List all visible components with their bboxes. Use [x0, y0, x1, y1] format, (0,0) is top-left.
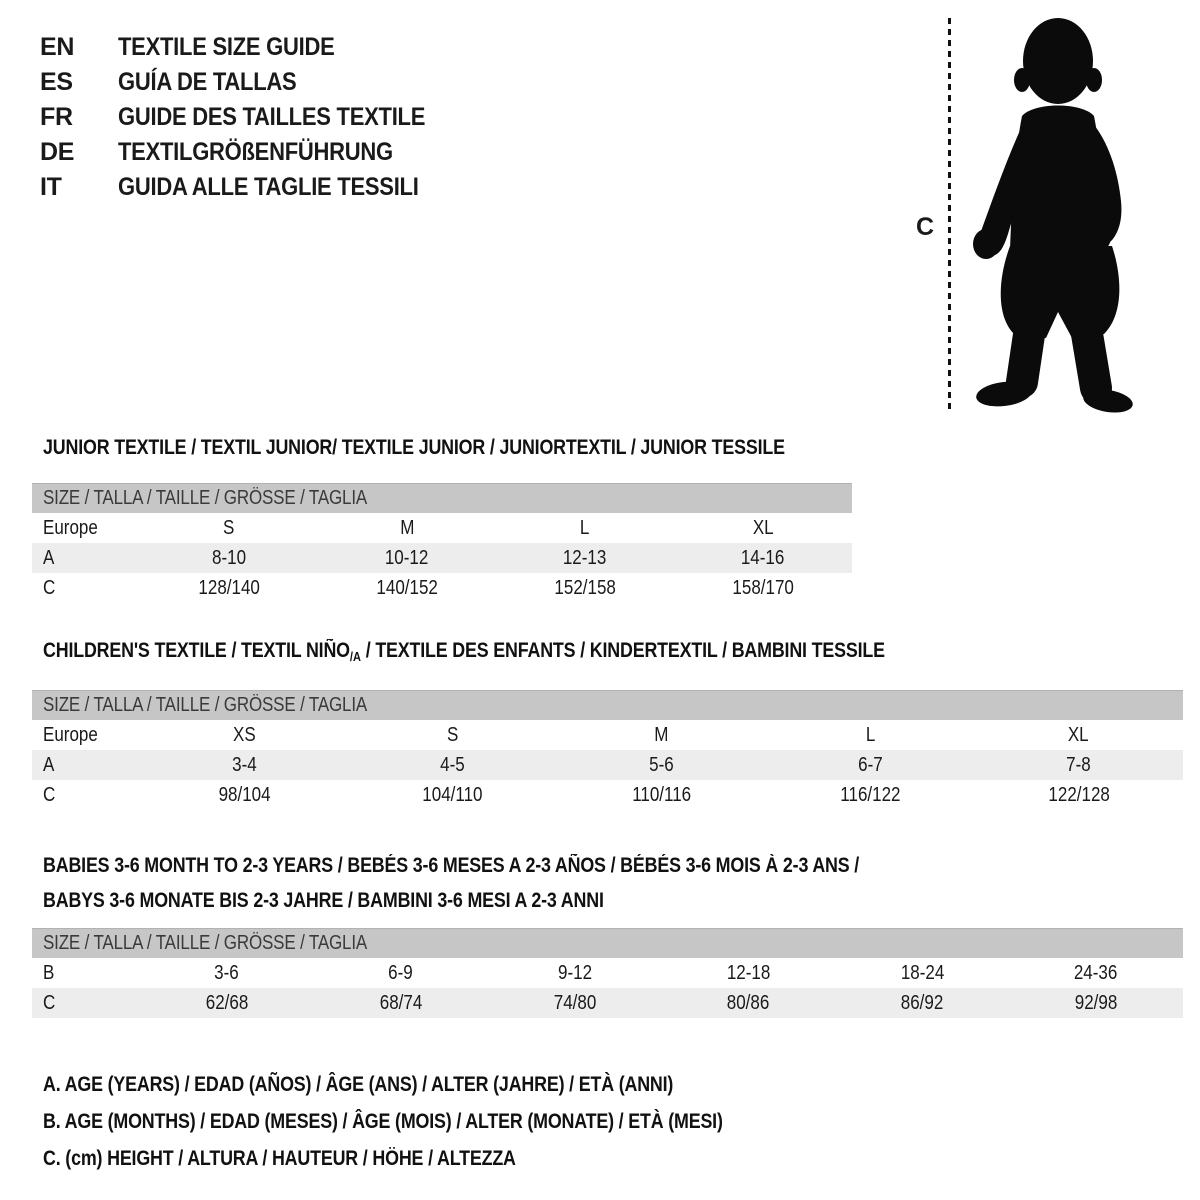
children-section-title: CHILDREN'S TEXTILE / TEXTIL NIÑO/A / TEXTILE DES ENFANTS / KINDERTEXTIL / BAMBINI TESSILE: [43, 639, 885, 664]
table-row: [32, 543, 852, 573]
table-row: [32, 780, 1183, 810]
language-code: DE: [40, 138, 75, 166]
language-row: [40, 30, 467, 65]
row-label: Europe: [43, 516, 98, 539]
table-cell: 122/128: [1047, 783, 1110, 806]
row-label: Europe: [43, 723, 98, 746]
table-cell: 104/110: [422, 783, 483, 806]
table-cell: 18-24: [900, 961, 944, 984]
legend-line-b: B. AGE (MONTHS) / EDAD (MESES) / ÂGE (MOIS) / ALTER (MONATE) / ETÀ (MESI): [43, 1109, 723, 1133]
row-label: C: [43, 783, 56, 806]
row-label: B: [43, 961, 55, 984]
legend: [43, 1066, 843, 1177]
language-code: FR: [40, 103, 73, 131]
babies-section-title: BABIES 3-6 MONTH TO 2-3 YEARS / BEBÉS 3-6 MESES A 2-3 AÑOS / BÉBÉS 3-6 MOIS À 2-3 ANS / BABYS 3-6 MONATE BIS 2-3 JAHRE / BAMBINI 3-6 MESI A 2-3 ANNI: [43, 854, 860, 912]
legend-line-c: C. (cm) HEIGHT / ALTURA / HAUTEUR / HÖHE / ALTEZZA: [43, 1146, 516, 1170]
table-cell: S: [447, 723, 459, 746]
language-title: GUIDA ALLE TAGLIE TESSILI: [118, 173, 419, 201]
language-row: [40, 65, 467, 100]
junior-size-table: [32, 483, 852, 603]
size-banner: SIZE / TALLA / TAILLE / GRÖSSE / TAGLIA: [32, 483, 852, 513]
table-cell: M: [654, 723, 669, 746]
children-size-table: [32, 690, 1183, 810]
height-measure-line: [948, 18, 951, 414]
table-cell: XL: [1068, 723, 1090, 746]
table-cell: S: [223, 516, 235, 539]
table-row: [32, 573, 852, 603]
table-cell: XL: [752, 516, 774, 539]
table-cell: 86/92: [900, 991, 944, 1014]
language-title: TEXTILGRÖßENFÜHRUNG: [118, 138, 393, 166]
table-cell: 12-18: [726, 961, 771, 984]
size-banner: SIZE / TALLA / TAILLE / GRÖSSE / TAGLIA: [32, 690, 1183, 720]
language-list: [40, 30, 467, 205]
table-cell: 110/116: [632, 783, 691, 806]
table-cell: 9-12: [557, 961, 592, 984]
language-code: IT: [40, 173, 62, 201]
table-cell: 24-36: [1074, 961, 1118, 984]
table-cell: 3-6: [214, 961, 240, 984]
table-cell: L: [865, 723, 875, 746]
table-cell: 68/74: [379, 991, 423, 1014]
junior-section-title: JUNIOR TEXTILE / TEXTIL JUNIOR/ TEXTILE JUNIOR / JUNIORTEXTIL / JUNIOR TESSILE: [43, 436, 785, 459]
language-row: [40, 135, 467, 170]
table-cell: 128/140: [198, 576, 260, 599]
height-measure-label: C: [916, 213, 935, 241]
table-cell: 74/80: [553, 991, 596, 1014]
table-cell: 158/170: [732, 576, 794, 599]
table-cell: L: [580, 516, 590, 539]
table-cell: 92/98: [1074, 991, 1118, 1014]
language-title: GUÍA DE TALLAS: [118, 68, 297, 96]
table-row: [32, 720, 1183, 750]
language-code: EN: [40, 33, 75, 61]
table-cell: 5-6: [649, 753, 674, 776]
table-cell: 6-9: [388, 961, 414, 984]
table-cell: 6-7: [857, 753, 883, 776]
language-row: [40, 100, 467, 135]
table-cell: 12-13: [563, 546, 607, 569]
table-cell: 80/86: [727, 991, 770, 1014]
table-cell: 8-10: [211, 546, 247, 569]
size-banner: SIZE / TALLA / TAILLE / GRÖSSE / TAGLIA: [32, 928, 1183, 958]
table-cell: 14-16: [741, 546, 785, 569]
table-cell: 152/158: [554, 576, 616, 599]
nino-a-subscript: /A: [349, 649, 361, 664]
table-cell: 7-8: [1066, 753, 1091, 776]
row-label: A: [43, 546, 55, 569]
language-title: TEXTILE SIZE GUIDE: [118, 33, 335, 61]
table-cell: 4-5: [440, 753, 466, 776]
baby-silhouette-icon: [966, 16, 1136, 414]
row-label: A: [43, 753, 55, 776]
table-row: [32, 958, 1183, 988]
table-row: [32, 750, 1183, 780]
table-row: [32, 988, 1183, 1018]
language-code: ES: [40, 68, 73, 96]
table-cell: 62/68: [205, 991, 249, 1014]
language-title: GUIDE DES TAILLES TEXTILE: [118, 103, 426, 131]
table-cell: XS: [232, 723, 256, 746]
babies-size-table: [32, 928, 1183, 1018]
table-row: [32, 513, 852, 543]
table-cell: 140/152: [376, 576, 438, 599]
language-row: [40, 170, 467, 205]
table-cell: 3-4: [232, 753, 257, 776]
table-cell: 98/104: [218, 783, 271, 806]
legend-line-a: A. AGE (YEARS) / EDAD (AÑOS) / ÂGE (ANS) / ALTER (JAHRE) / ETÀ (ANNI): [43, 1072, 674, 1096]
table-cell: 10-12: [385, 546, 429, 569]
table-cell: 116/122: [839, 783, 901, 806]
table-cell: M: [399, 516, 415, 539]
row-label: C: [43, 991, 56, 1014]
row-label: C: [43, 576, 56, 599]
